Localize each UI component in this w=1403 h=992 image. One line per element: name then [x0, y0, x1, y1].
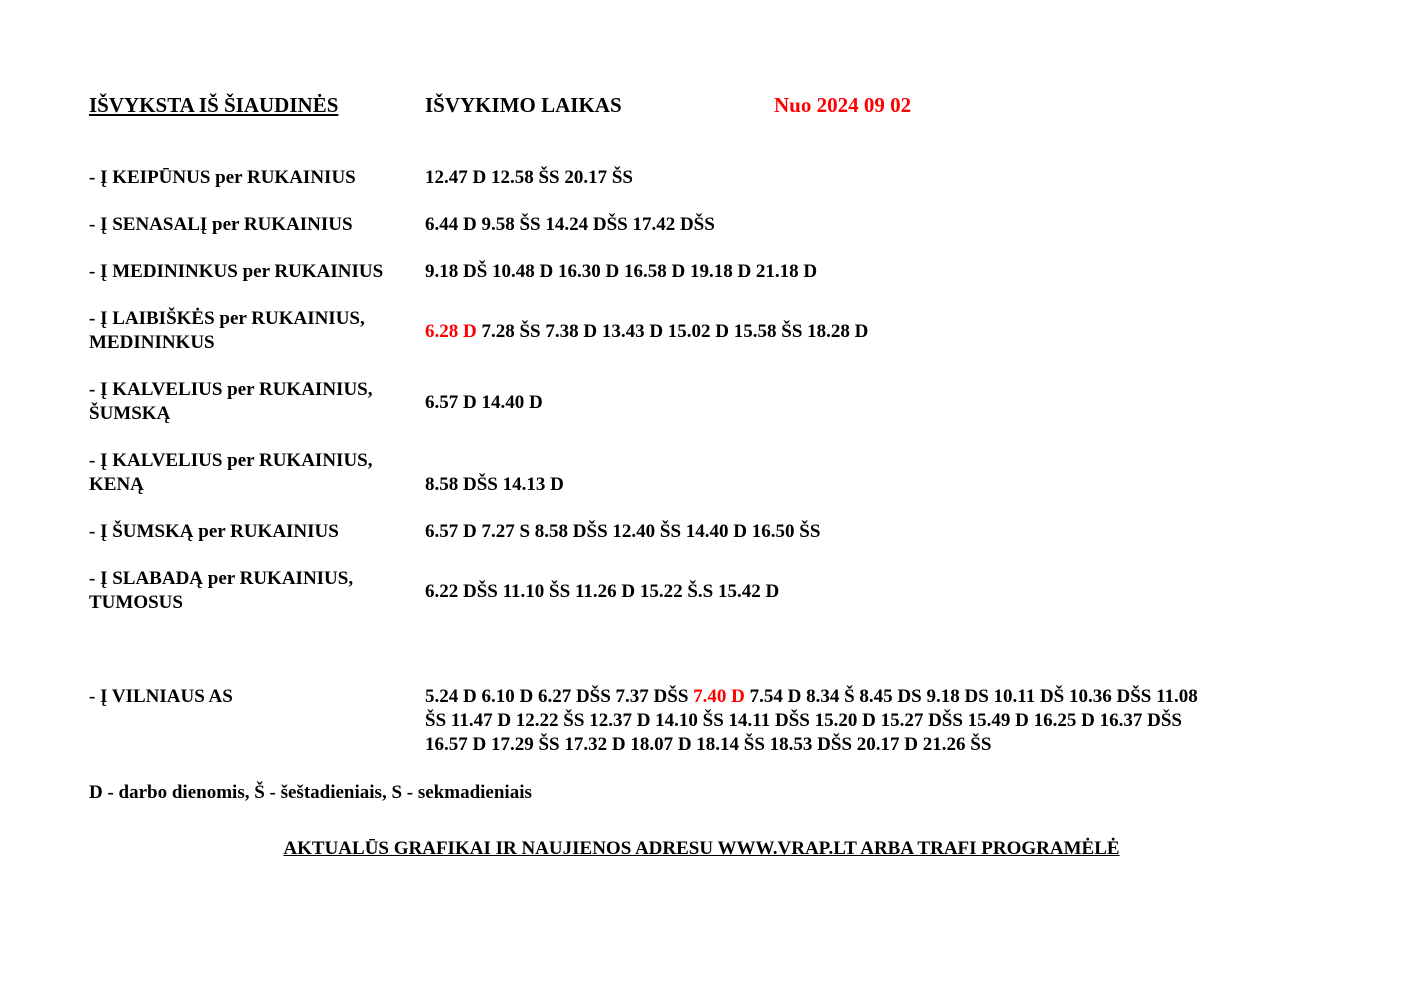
route-times: 9.18 DŠ 10.48 D 16.30 D 16.58 D 19.18 D 21.18 D: [425, 261, 818, 282]
route-destination: - Į SLABADĄ per RUKAINIUS,: [89, 568, 354, 589]
vilnius-times-before: 5.24 D 6.10 D 6.27 DŠS 7.37 DŠS: [425, 686, 694, 707]
route-times: 6.57 D 7.27 S 8.58 DŠS 12.40 ŠS 14.40 D 16.50 ŠS: [425, 521, 821, 542]
route-times-rest: 7.28 ŠS 7.38 D 13.43 D 15.02 D 15.58 ŠS 18.28 D: [476, 321, 869, 342]
route-destination-line2: ŠUMSKĄ: [89, 403, 171, 424]
vilnius-times: [425, 685, 1205, 757]
route-destination: - Į ŠUMSKĄ per RUKAINIUS: [89, 521, 339, 542]
footer-notice: AKTUALŪS GRAFIKAI IR NAUJIENOS ADRESU WWW.VRAP.LT ARBA TRAFI PROGRAMĖLĖ: [283, 838, 1120, 859]
route-destination: - Į KALVELIUS per RUKAINIUS,: [89, 379, 373, 400]
route-destination: - Į SENASALĮ per RUKAINIUS: [89, 214, 353, 235]
highlighted-time: 6.28 D: [425, 321, 477, 342]
route-times: 8.58 DŠS 14.13 D: [425, 474, 564, 495]
route-destination-line2: TUMOSUS: [89, 592, 183, 613]
route-times: [425, 320, 868, 344]
highlighted-time: 7.40 D: [693, 686, 745, 707]
route-times: 6.57 D 14.40 D: [425, 392, 543, 413]
route-times: 6.44 D 9.58 ŠS 14.24 DŠS 17.42 DŠS: [425, 214, 715, 235]
route-times: 12.47 D 12.58 ŠS 20.17 ŠS: [425, 167, 633, 188]
legend: D - darbo dienomis, Š - šeštadieniais, S - sekmadieniais: [89, 782, 532, 803]
route-destination: - Į KEIPŪNUS per RUKAINIUS: [89, 167, 356, 188]
route-times: 6.22 DŠS 11.10 ŠS 11.26 D 15.22 Š.S 15.42 D: [425, 581, 780, 602]
departure-title: IŠVYKSTA IŠ ŠIAUDINĖS: [89, 93, 339, 117]
route-destination: - Į LAIBIŠKĖS per RUKAINIUS,: [89, 308, 365, 329]
route-destination-line2: MEDININKUS: [89, 332, 215, 353]
route-destination: - Į KALVELIUS per RUKAINIUS,: [89, 450, 373, 471]
vilnius-destination: - Į VILNIAUS AS: [89, 686, 233, 707]
valid-from-date: Nuo 2024 09 02: [774, 93, 912, 117]
route-destination-line2: KENĄ: [89, 474, 144, 495]
vilnius-times-after: 7.54 D 8.34 Š 8.45 DS 9.18 DS 10.11 DŠ 10.36 DŠS 11.08 ŠS 11.47 D 12.22 ŠS 12.37 D 14.10 ŠS 14.11 DŠS 15.20 D 15.27 DŠS 15.49 D 16.25 D 16.37 DŠS 16.57 D 17.29 ŠS 17.32 D 18.07 D 18.14 ŠS 18.53 DŠS 20.17 D 21.26 ŠS: [425, 686, 1198, 755]
departure-time-title: IŠVYKIMO LAIKAS: [425, 93, 622, 117]
route-destination: - Į MEDININKUS per RUKAINIUS: [89, 261, 384, 282]
